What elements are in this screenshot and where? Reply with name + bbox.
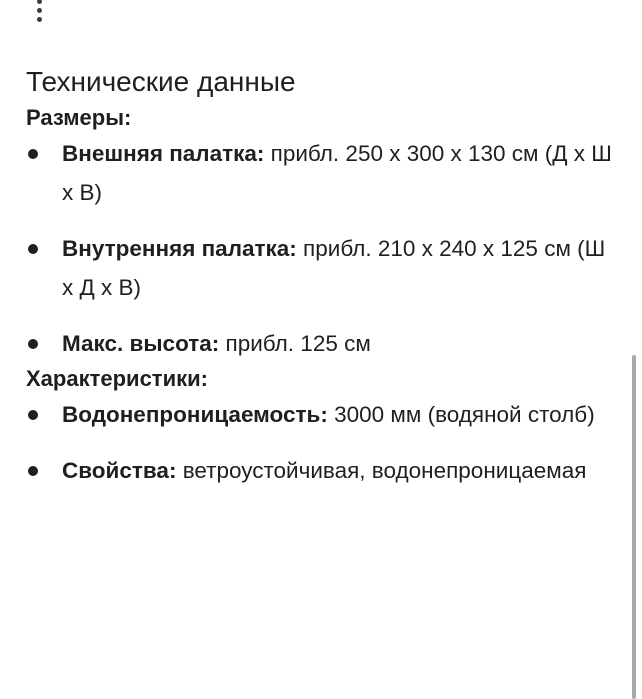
bullet-icon: [28, 410, 38, 420]
spec-value: прибл. 250 x 300 x 130 см (Д x Ш x В): [62, 141, 612, 205]
list-item-waterproofness: [26, 395, 616, 434]
characteristics-heading: Характеристики:: [26, 366, 208, 391]
spec-value: ветроустойчивая, водонепроницаемая: [176, 458, 587, 483]
sizes-heading: Размеры:: [26, 105, 132, 130]
spec-term: Внутренняя палатка:: [62, 236, 297, 261]
list-item-outer-tent: [26, 134, 616, 212]
more-options-dot: [37, 17, 42, 22]
spec-value: прибл. 125 см: [219, 331, 371, 356]
more-options-icon[interactable]: [33, 0, 47, 22]
spec-term: Свойства:: [62, 458, 177, 483]
spec-value: прибл. 210 x 240 x 125 см (Ш x Д x В): [62, 236, 606, 300]
list-item-properties: [26, 451, 616, 490]
spec-term: Внешняя палатка:: [62, 141, 265, 166]
scrollbar[interactable]: [632, 355, 636, 699]
section-title: Технические данные: [26, 66, 296, 97]
bullet-icon: [28, 244, 38, 254]
spec-term: Водонепроницаемость:: [62, 402, 328, 427]
tech-specs-section: [26, 62, 616, 490]
bullet-icon: [28, 339, 38, 349]
spec-term: Макс. высота:: [62, 331, 220, 356]
more-options-dot: [37, 0, 42, 4]
sizes-list: [26, 134, 616, 363]
characteristics-list: [26, 395, 616, 490]
list-item-inner-tent: [26, 229, 616, 307]
spec-value: 3000 мм (водяной столб): [327, 402, 595, 427]
list-item-max-height: [26, 324, 616, 363]
bullet-icon: [28, 149, 38, 159]
bullet-icon: [28, 466, 38, 476]
more-options-dot: [37, 8, 42, 13]
